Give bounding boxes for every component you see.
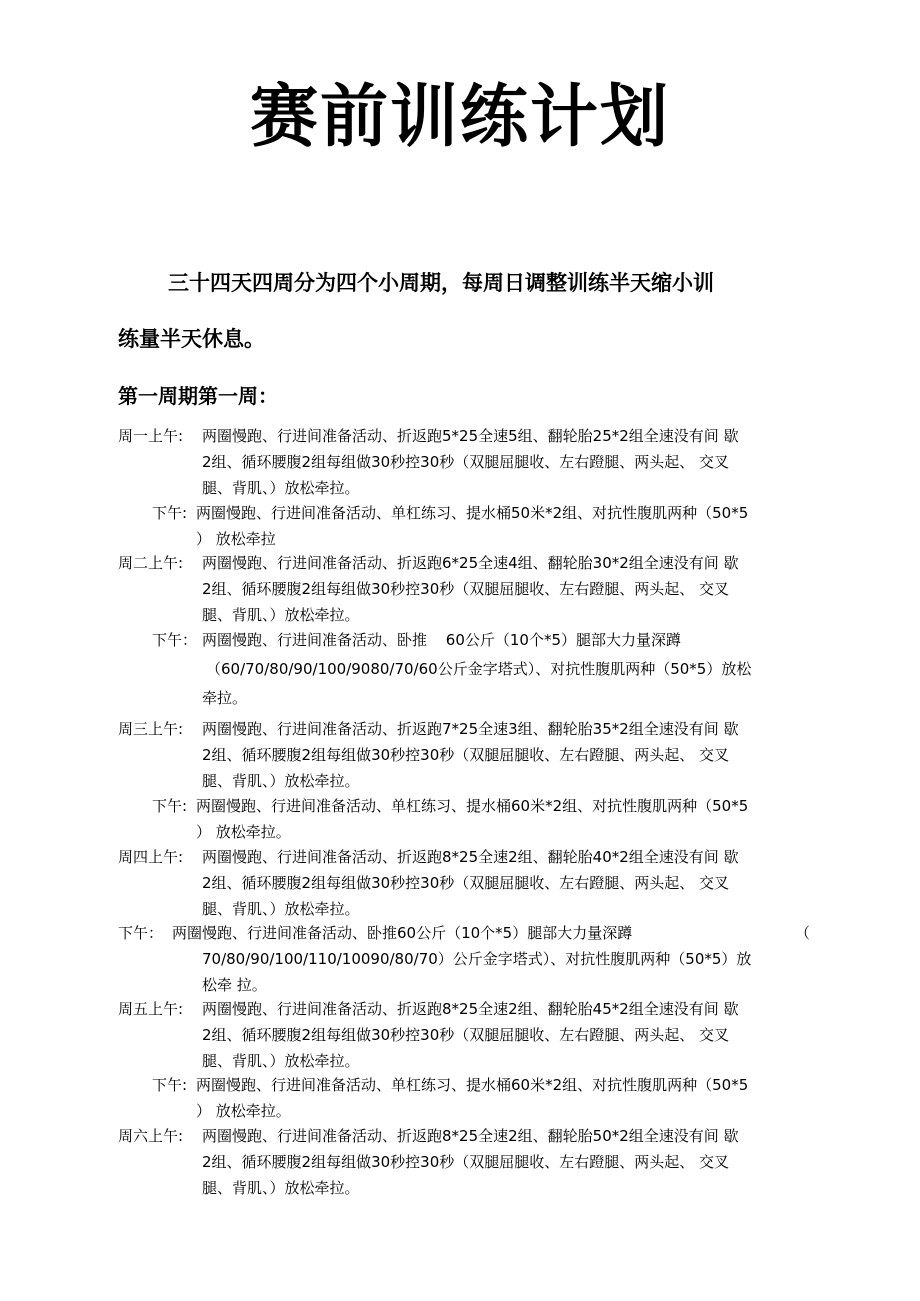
entry-label: 下午: (152, 797, 188, 815)
entry-body (202, 626, 810, 713)
intro-line-1: 三十四天四周分为四个小周期，每周日调整训练半天缩小训 (168, 271, 714, 295)
entry-body (202, 423, 810, 501)
schedule-entry-tue-pm (118, 626, 810, 716)
entry-body (202, 844, 810, 922)
entry-line: 两圈慢跑、行进间准备活动、单杠练习、提水桶60米*2组、对抗性腹肌两种（50*5 (196, 797, 749, 815)
entry-line: （60/70/80/90/100/9080/70/60公斤金字塔式）、对抗性腹肌两种（50*5）放松 (206, 660, 752, 678)
entry-line-text: 两圈慢跑、行进间准备活动、卧推60公斤（10个*5）腿部大力量深蹲 (172, 924, 633, 942)
entry-line: 2组、循环腰腹2组每组做30秒控30秒（双腿屈腿收、左右蹬腿、两头起、 交叉 (202, 1153, 730, 1171)
entry-line: 腿、背肌、）放松牵拉。 (202, 900, 360, 918)
schedule-entry-mon-am (118, 423, 810, 501)
entry-body (202, 550, 810, 628)
entry-line: 两圈慢跑、行进间准备活动、折返跑8*25全速2组、翻轮胎50*2组全速没有间 歇 (202, 1127, 739, 1145)
entry-body (202, 716, 810, 794)
entry-label: 周一上午: (118, 427, 184, 445)
entry-body (196, 793, 810, 845)
entry-label: 下午: (152, 504, 188, 522)
schedule-entry-tue-am (118, 550, 810, 628)
entry-line: 两圈慢跑、行进间准备活动、折返跑8*25全速2组、翻轮胎45*2组全速没有间 歇 (202, 1000, 739, 1018)
entry-line: 两圈慢跑、行进间准备活动、折返跑6*25全速4组、翻轮胎30*2组全速没有间 歇 (202, 554, 739, 572)
entry-line: 2组、循环腰腹2组每组做30秒控30秒（双腿屈腿收、左右蹬腿、两头起、 交叉 (202, 1026, 730, 1044)
entry-label: 周六上午: (118, 1127, 184, 1145)
entry-line: 2组、循环腰腹2组每组做30秒控30秒（双腿屈腿收、左右蹬腿、两头起、 交叉 (202, 580, 730, 598)
entry-line: 腿、背肌、）放松牵拉。 (202, 1179, 360, 1197)
entry-line: 两圈慢跑、行进间准备活动、单杠练习、提水桶50米*2组、对抗性腹肌两种（50*5 (196, 504, 749, 522)
entry-line: 两圈慢跑、行进间准备活动、折返跑5*25全速5组、翻轮胎25*2组全速没有间 歇 (202, 427, 739, 445)
entry-line: 两圈慢跑、行进间准备活动、卧推 60公斤（10个*5）腿部大力量深蹲 (202, 631, 681, 649)
entry-body (202, 1123, 810, 1201)
schedule-entry-wed-am (118, 716, 810, 794)
entry-line: 2组、循环腰腹2组每组做30秒控30秒（双腿屈腿收、左右蹬腿、两头起、 交叉 (202, 874, 730, 892)
document-title: 赛前训练计划 (249, 77, 670, 157)
entry-line: 两圈慢跑、行进间准备活动、单杠练习、提水桶60米*2组、对抗性腹肌两种（50*5 (196, 1076, 749, 1094)
entry-label: 周四上午: (118, 848, 184, 866)
entry-line: ） 放松牵拉。 (196, 1102, 291, 1120)
schedule-entry-mon-pm (118, 500, 810, 552)
entry-line: 腿、背肌、）放松牵拉。 (202, 479, 360, 497)
entry-line: 两圈慢跑、行进间准备活动、折返跑7*25全速3组、翻轮胎35*2组全速没有间 歇 (202, 720, 739, 738)
schedule-entry-thu-am (118, 844, 810, 922)
schedule-entry-fri-pm (118, 1072, 810, 1124)
week-heading: 第一周期第一周： (118, 384, 278, 408)
entry-line: 腿、背肌、）放松牵拉。 (202, 606, 360, 624)
entry-label: 周二上午: (118, 554, 184, 572)
entry-body (196, 1072, 810, 1124)
entry-body (196, 500, 810, 552)
intro-line-2: 练量半天休息。 (118, 327, 265, 351)
entry-label: 下午: (152, 1076, 188, 1094)
entry-line: 腿、背肌、）放松牵拉。 (202, 1052, 360, 1070)
entry-body (202, 996, 810, 1074)
entry-line-end: （ (794, 924, 810, 942)
entry-label: 下午： (152, 631, 198, 649)
schedule-entry-wed-pm (118, 793, 810, 845)
entry-body (172, 920, 810, 998)
schedule-entry-sat-am (118, 1123, 810, 1201)
entry-line: 两圈慢跑、行进间准备活动、折返跑8*25全速2组、翻轮胎40*2组全速没有间 歇 (202, 848, 739, 866)
schedule-entry-fri-am (118, 996, 810, 1074)
entry-line: ） 放松牵拉。 (196, 823, 291, 841)
entry-line: 牵拉。 (202, 689, 248, 707)
entry-line (172, 920, 810, 946)
entry-line: 2组、循环腰腹2组每组做30秒控30秒（双腿屈腿收、左右蹬腿、两头起、 交叉 (202, 453, 730, 471)
entry-label: 周五上午: (118, 1000, 184, 1018)
entry-line: 70/80/90/100/110/10090/80/70）公斤金字塔式）、对抗性腹肌两种（50*5）放 (202, 950, 752, 968)
entry-line: 腿、背肌、）放松牵拉。 (202, 772, 360, 790)
schedule-entry-thu-pm (118, 920, 810, 998)
entry-line: 松牵 拉。 (202, 976, 267, 994)
entry-line: ） 放松牵拉 (196, 530, 276, 548)
entry-label: 下午： (118, 924, 164, 942)
entry-label: 周三上午: (118, 720, 184, 738)
entry-line: 2组、循环腰腹2组每组做30秒控30秒（双腿屈腿收、左右蹬腿、两头起、 交叉 (202, 746, 730, 764)
